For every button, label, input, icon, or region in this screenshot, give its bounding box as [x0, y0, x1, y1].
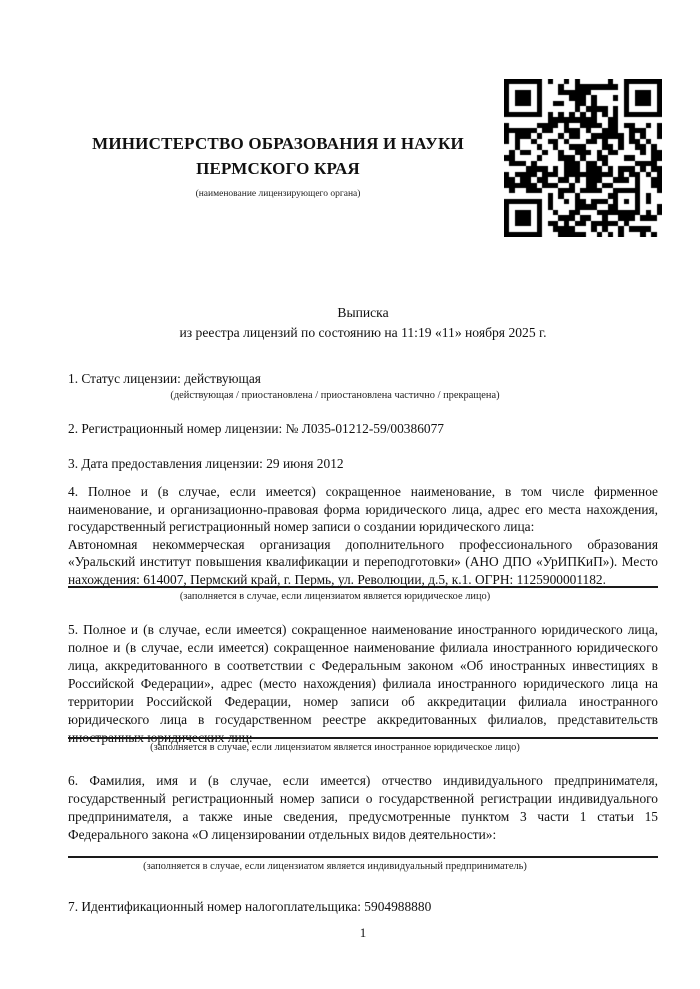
document-title	[68, 303, 658, 343]
legal-entity-caption: (заполняется в случае, если лицензиатом является юридическое лицо)	[179, 591, 491, 602]
authority-name-line2: ПЕРМСКОГО КРАЯ	[196, 159, 360, 178]
document-title-line2: из реестра лицензий по состоянию на 11:19 «11» ноября 2025 г.	[179, 325, 547, 340]
entrepreneur-question: 6. Фамилия, имя и (в случае, если имеется) отчество индивидуального предпринимателя, государственный регистрационный номер записи о государственной регистрации индивидуального предпринимателя, а также иные сведения, предусмотренные пунктом 3 части 1 статьи 15 Федерального закона «О лицензировании отдельных видов деятельности»:	[68, 773, 658, 842]
license-status-options-caption: (действующая / приостановлена / приостановлена частично / прекращена)	[170, 390, 500, 401]
qr-code-icon	[504, 79, 662, 237]
authority-name	[68, 131, 488, 181]
licensing-authority-header	[68, 131, 488, 200]
authority-name-line1: МИНИСТЕРСТВО ОБРАЗОВАНИЯ И НАУКИ	[92, 134, 464, 153]
item-taxpayer-number	[68, 898, 658, 915]
item-legal-entity	[68, 483, 658, 588]
item-license-status	[68, 370, 658, 402]
legal-entity-answer: Автономная некоммерческая организация дополнительного профессионального образования «Уральский институт повышения квалификации и переподготовки» (АНО ДПО «УрИПКиП»). Место нахождения: 614007, Пермский край, г. Пермь, ул. Революции, д.5, к.1. ОГРН: 1125900001182.	[68, 536, 658, 587]
foreign-entity-caption: (заполняется в случае, если лицензиатом является иностранное юридическое лицо)	[150, 742, 520, 753]
page-number: 1	[359, 925, 367, 940]
registration-number-text: 2. Регистрационный номер лицензии: № Л035-01212-59/00386077	[68, 421, 444, 436]
item-foreign-entity	[68, 621, 658, 747]
separator-line	[68, 586, 658, 588]
authority-name-caption: (наименование лицензирующего органа)	[195, 189, 361, 199]
taxpayer-number-text: 7. Идентификационный номер налогоплательщика: 5904988880	[68, 899, 432, 914]
item-grant-date	[68, 455, 658, 472]
item-individual-entrepreneur	[68, 772, 658, 844]
document-title-line1: Выписка	[337, 305, 389, 320]
item-registration-number	[68, 420, 658, 437]
grant-date-text: 3. Дата предоставления лицензии: 29 июня 2012	[68, 456, 344, 471]
separator-line	[68, 856, 658, 858]
legal-entity-question: 4. Полное и (в случае, если имеется) сокращенное наименование, в том числе фирменное наименование, и организационно-правовая форма юридического лица, адрес его места нахождения, государственный регистрационный номер записи о создании юридического лица:	[68, 484, 658, 534]
entrepreneur-separator-block	[68, 856, 658, 873]
entrepreneur-caption: (заполняется в случае, если лицензиатом является индивидуальный предприниматель)	[143, 861, 527, 872]
legal-entity-separator-block	[68, 586, 658, 603]
license-status-text: 1. Статус лицензии: действующая	[68, 371, 261, 386]
foreign-entity-question: 5. Полное и (в случае, если имеется) сокращенное наименование иностранного юридического лица, полное и (в случае, если имеется) сокращенное наименование филиала иностранного юридического лица, аккредитованного в соответствии с Федеральным законом «Об иностранных инвестициях в Российской Федерации», адрес (место нахождения) филиала иностранного юридического лица на территории Российской Федерации, номер записи об аккредитации филиала иностранного юридического лица в государственном реестре аккредитованных филиалов, представительств иностранных юридических лиц:	[68, 622, 658, 745]
separator-line	[68, 737, 658, 739]
foreign-entity-separator-block	[68, 737, 658, 754]
